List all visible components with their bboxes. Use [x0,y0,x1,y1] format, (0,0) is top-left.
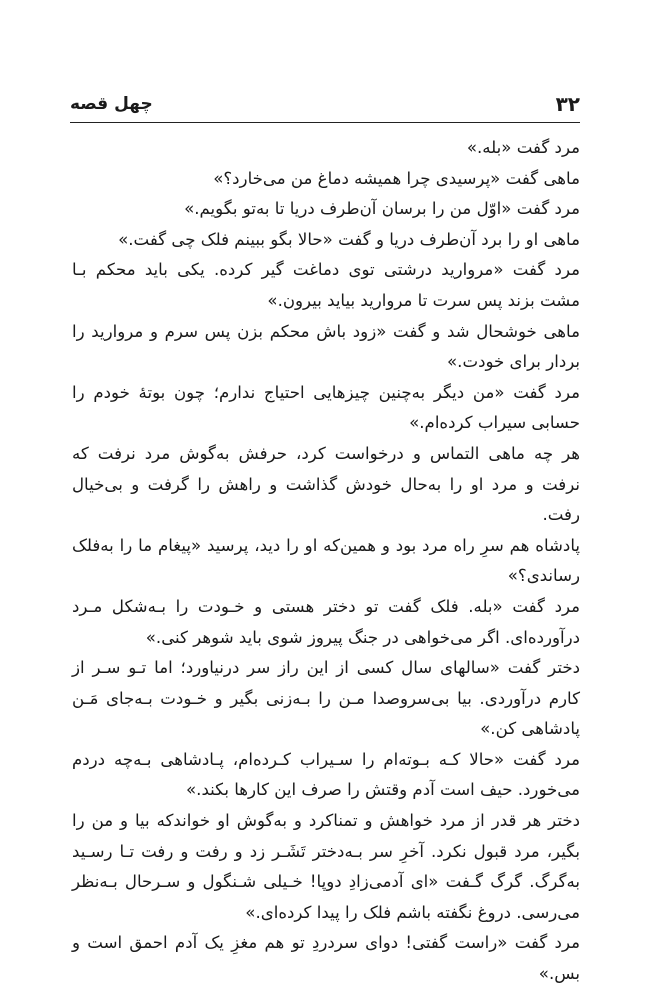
page-number: ۳۲ [555,92,580,116]
paragraph: هر چه ماهی التماس و درخواست کرد، حرفش به‌گوش مرد نرفت که نرفت و مرد او را به‌حال خودش گذاشت و راهش را گرفت و بی‌خیال رفت. [72,443,580,525]
paragraph: ماهی گفت «پرسیدی چرا همیشه دماغ من می‌خارد؟» [213,168,580,188]
paragraph: مرد گفت «مروارید درشتی توی دماغت گیر کرده. یکی باید محکم بـا مشت بزند پس سرت تا مروارید بیاید بیرون.» [72,260,580,310]
paragraph: مرد گفت «راست گفتی! دوای سردردِ تو هم مغزِ یک آدم احمق است و بس.» [72,933,580,984]
body-text [72,133,580,990]
paragraph: ماهی خوشحال شد و گفت «زود باش محکم بزن پس سرم و مروارید را بردار برای خودت.» [72,321,580,372]
paragraph: دختر هر قدر از مرد خواهش و تمناکرد و به‌گوش او خواندکه بیا و من را بگیر، مرد قبول نکرد. آخرِ سر بـه‌دختر تَشَـر زد و رفت و رفت تـا رسـید به‌گرگ. گرگ گـفت «ای آدمی‌زادِ دوپا! خـیلی شـنگول و سـرحال بـه‌نظر می‌رسی. دروغ نگفته باشم فلک را پیدا کرده‌ای.» [72,811,580,922]
paragraph: مرد گفت «حالا کـه بـوته‌ام را سـیراب کـرده‌ام، پـادشاهی بـه‌چه دردم می‌خورد. حیف است آدم وقتش را صرف این کارها بکند.» [72,749,580,800]
page-header [70,88,580,123]
paragraph: مرد گفت «اوّل من را برسان آن‌طرف دریا تا به‌تو بگویم.» [184,199,580,219]
paragraph: مرد گفت «بله.» [466,138,580,157]
paragraph: مرد گفت «من دیگر به‌چنین چیزهایی احتیاج ندارم؛ چون بوتهٔ خودم را حسابی سیراب کرده‌ام.» [72,382,580,433]
paragraph: ماهی او را برد آن‌طرف دریا و گفت «حالا بگو ببینم فلک چی گفت.» [118,229,580,249]
running-title: چهل قصه [70,94,153,114]
paragraph: دختر گفت «سالهای سال کسی از این راز سر درنیاورد؛ اما تـو سـر از کارم درآوردی. بیا بی‌سروصدا مـن را بـه‌زنی بگیر و خـودت بـه‌جای مَـن پادشاهی کن.» [72,658,580,739]
paragraph: پادشاه هم سرِ راه مرد بود و همین‌که او را دید، پرسید «پیغام ما را به‌فلک رساندی؟» [72,535,580,586]
paragraph: مرد گفت «بله. فلک گفت تو دختر هستی و خـودت را بـه‌شکل مـرد درآورده‌ای. اگر می‌خواهی در جنگ پیروز شوی باید شوهر کنی.» [72,596,580,647]
